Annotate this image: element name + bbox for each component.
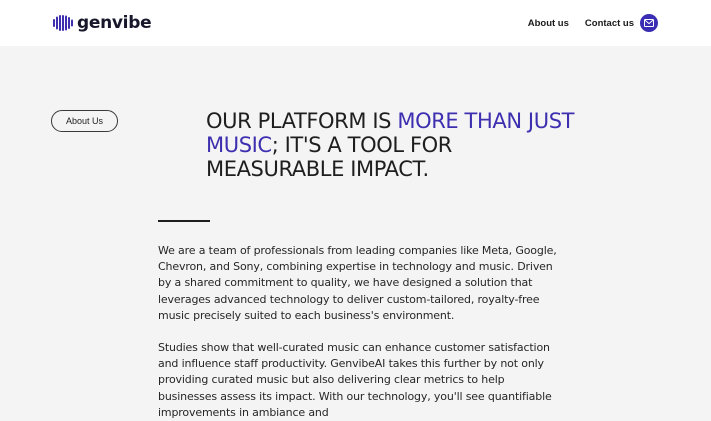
logo-icon	[53, 15, 73, 31]
logo[interactable]	[53, 12, 151, 34]
mail-button[interactable]	[640, 14, 658, 32]
page-headline	[206, 109, 586, 181]
headline-part2: ; IT'S A TOOL FOR MEASURABLE IMPACT.	[206, 133, 452, 181]
headline-part1: OUR PLATFORM IS	[206, 109, 398, 133]
top-nav	[528, 14, 658, 32]
headline-accent: MORE THAN JUST MUSIC	[206, 109, 575, 157]
section-divider	[158, 220, 210, 222]
nav-contact-link[interactable]: Contact us	[584, 17, 634, 29]
nav-about-link[interactable]: About us	[527, 17, 569, 29]
about-paragraph-1: We are a team of professionals from leading companies like Meta, Google, Chevron, and Sony, combining expertise in technology and music. Driven by a shared commitment to quality, we have designed a solution that leverages advanced technology to deliver custom-tailored, royalty-free music precisely suited to each business's environment.	[158, 244, 557, 322]
about-paragraph-2: Studies show that well-curated music can enhance customer satisfaction and influence staff productivity. GenvibeAI takes this further by not only providing curated music but also delivering clear metrics to help businesses assess its impact. With our technology, you'll see quantifiable improvements in ambiance and	[158, 341, 552, 419]
site-header	[0, 0, 711, 46]
mail-icon	[644, 19, 654, 27]
about-us-pill: About Us	[51, 110, 118, 132]
logo-text: genvibe	[77, 13, 152, 33]
